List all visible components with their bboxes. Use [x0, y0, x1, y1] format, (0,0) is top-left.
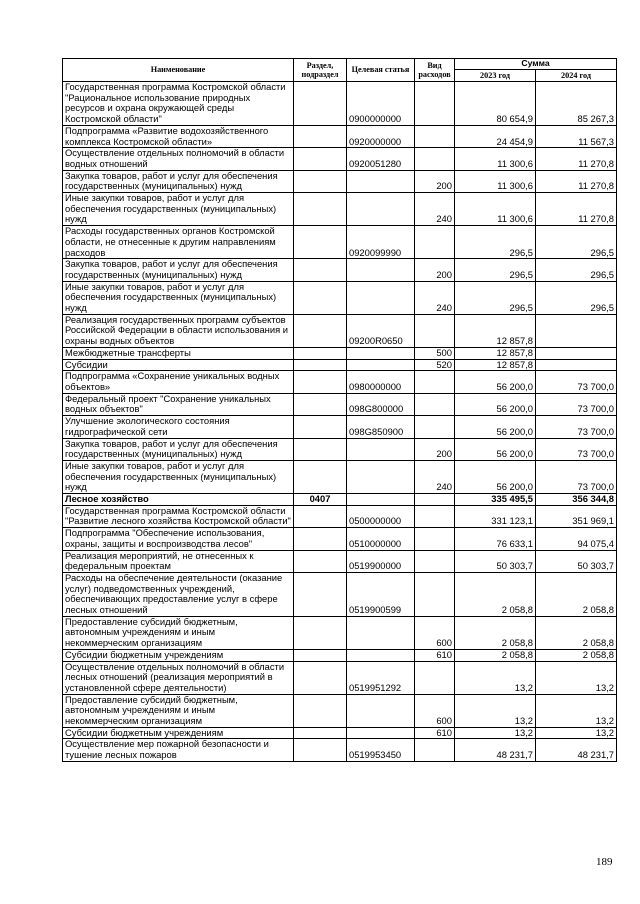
cell-target-code: 0500000000 — [347, 505, 415, 527]
cell-amount-2023: 11 300,6 — [455, 170, 536, 192]
cell-name: Расходы на обеспечение деятельности (оказание услуг) подведомственных учреждений, обеспечивающих предоставление услуг в сфере лесных отношений — [63, 572, 294, 616]
cell-target-code — [347, 694, 415, 727]
cell-section — [294, 393, 347, 415]
table-row — [63, 393, 617, 415]
cell-amount-2023: 56 200,0 — [455, 416, 536, 438]
cell-expense-type — [415, 550, 455, 572]
cell-section — [294, 528, 347, 550]
cell-section — [294, 347, 347, 359]
cell-section — [294, 739, 347, 761]
cell-target-code — [347, 259, 415, 281]
table-row — [63, 528, 617, 550]
cell-amount-2024: 11 270,8 — [536, 170, 617, 192]
cell-name: Субсидии — [63, 359, 294, 371]
cell-amount-2024: 351 969,1 — [536, 505, 617, 527]
cell-section — [294, 226, 347, 259]
cell-expense-type: 240 — [415, 193, 455, 226]
cell-amount-2023: 296,5 — [455, 259, 536, 281]
cell-expense-type: 500 — [415, 347, 455, 359]
cell-amount-2023: 56 200,0 — [455, 393, 536, 415]
cell-expense-type — [415, 528, 455, 550]
cell-name: Субсидии бюджетным учреждениям — [63, 727, 294, 739]
cell-expense-type — [415, 393, 455, 415]
cell-amount-2024: 296,5 — [536, 259, 617, 281]
cell-section — [294, 550, 347, 572]
cell-target-code — [347, 460, 415, 493]
cell-amount-2023: 12 857,8 — [455, 359, 536, 371]
cell-amount-2023: 24 454,9 — [455, 125, 536, 147]
cell-amount-2024: 48 231,7 — [536, 739, 617, 761]
cell-amount-2024: 13,2 — [536, 661, 617, 694]
table-row — [63, 550, 617, 572]
cell-section — [294, 505, 347, 527]
cell-section — [294, 438, 347, 460]
cell-target-code — [347, 727, 415, 739]
cell-target-code — [347, 170, 415, 192]
cell-name: Субсидии бюджетным учреждениям — [63, 649, 294, 661]
cell-section — [294, 371, 347, 393]
cell-section — [294, 259, 347, 281]
cell-section — [294, 416, 347, 438]
cell-amount-2023: 2 058,8 — [455, 616, 536, 649]
cell-name: Расходы государственных органов Костромской области, не отнесенные к другим направлениям расходов — [63, 226, 294, 259]
cell-target-code: 0900000000 — [347, 82, 415, 126]
cell-section — [294, 359, 347, 371]
table-row — [63, 359, 617, 371]
cell-target-code — [347, 494, 415, 506]
cell-name: Закупка товаров, работ и услуг для обеспечения государственных (муниципальных) нужд — [63, 438, 294, 460]
cell-amount-2024: 296,5 — [536, 281, 617, 314]
cell-section — [294, 125, 347, 147]
cell-amount-2024: 50 303,7 — [536, 550, 617, 572]
cell-amount-2023: 331 123,1 — [455, 505, 536, 527]
header-name: Наименование — [63, 59, 294, 82]
cell-amount-2024: 11 270,8 — [536, 148, 617, 170]
cell-amount-2023: 80 654,9 — [455, 82, 536, 126]
cell-name: Улучшение экологического состояния гидрографической сети — [63, 416, 294, 438]
cell-amount-2023: 335 495,5 — [455, 494, 536, 506]
table-row — [63, 649, 617, 661]
cell-amount-2023: 56 200,0 — [455, 371, 536, 393]
cell-amount-2023: 296,5 — [455, 226, 536, 259]
cell-expense-type — [415, 226, 455, 259]
table-row — [63, 125, 617, 147]
cell-section — [294, 649, 347, 661]
cell-target-code: 0519953450 — [347, 739, 415, 761]
cell-target-code — [347, 616, 415, 649]
cell-amount-2023: 12 857,8 — [455, 314, 536, 347]
cell-name: Государственная программа Костромской области "Рациональное использование природных ресурсов и охрана окружающей среды Костромской области" — [63, 82, 294, 126]
cell-target-code: 098G800000 — [347, 393, 415, 415]
cell-section: 0407 — [294, 494, 347, 506]
table-row — [63, 148, 617, 170]
table-row — [63, 226, 617, 259]
cell-amount-2023: 13,2 — [455, 694, 536, 727]
header-year-2024: 2024 год — [536, 70, 617, 82]
cell-expense-type — [415, 82, 455, 126]
table-row — [63, 371, 617, 393]
cell-target-code — [347, 649, 415, 661]
cell-name: Осуществление мер пожарной безопасности и тушение лесных пожаров — [63, 739, 294, 761]
cell-expense-type — [415, 739, 455, 761]
cell-expense-type: 600 — [415, 694, 455, 727]
cell-target-code: 098G850900 — [347, 416, 415, 438]
cell-expense-type — [415, 661, 455, 694]
cell-section — [294, 148, 347, 170]
cell-target-code: 0519900000 — [347, 550, 415, 572]
cell-amount-2024: 11 567,3 — [536, 125, 617, 147]
cell-target-code — [347, 281, 415, 314]
cell-target-code: 09200R0650 — [347, 314, 415, 347]
cell-name: Предоставление субсидий бюджетным, автономным учреждениям и иным некоммерческим организациям — [63, 616, 294, 649]
cell-amount-2024: 2 058,8 — [536, 572, 617, 616]
cell-amount-2024 — [536, 359, 617, 371]
cell-amount-2024: 356 344,8 — [536, 494, 617, 506]
page-number: 189 — [596, 856, 613, 868]
cell-target-code: 0510000000 — [347, 528, 415, 550]
table-row — [63, 193, 617, 226]
table-row — [63, 259, 617, 281]
cell-name: Подпрограмма "Обеспечение использования, охраны, защиты и воспроизводства лесов" — [63, 528, 294, 550]
cell-amount-2023: 50 303,7 — [455, 550, 536, 572]
cell-name: Федеральный проект "Сохранение уникальных водных объектов" — [63, 393, 294, 415]
table-header — [63, 59, 617, 82]
cell-expense-type: 600 — [415, 616, 455, 649]
cell-section — [294, 661, 347, 694]
cell-expense-type — [415, 371, 455, 393]
cell-expense-type — [415, 494, 455, 506]
cell-amount-2023: 56 200,0 — [455, 460, 536, 493]
cell-target-code — [347, 438, 415, 460]
cell-name: Подпрограмма «Развитие водохозяйственного комплекса Костромской области» — [63, 125, 294, 147]
cell-section — [294, 281, 347, 314]
cell-expense-type — [415, 125, 455, 147]
cell-amount-2024: 13,2 — [536, 694, 617, 727]
cell-amount-2023: 11 300,6 — [455, 193, 536, 226]
cell-section — [294, 314, 347, 347]
header-year-2023: 2023 год — [455, 70, 536, 82]
table-row — [63, 572, 617, 616]
cell-section — [294, 82, 347, 126]
cell-amount-2023: 13,2 — [455, 727, 536, 739]
cell-target-code — [347, 359, 415, 371]
cell-target-code: 0980000000 — [347, 371, 415, 393]
cell-amount-2024: 2 058,8 — [536, 649, 617, 661]
cell-amount-2024: 11 270,8 — [536, 193, 617, 226]
cell-expense-type: 610 — [415, 727, 455, 739]
cell-amount-2024 — [536, 347, 617, 359]
header-expense-type: Вид расходов — [415, 59, 455, 82]
table-row — [63, 739, 617, 761]
cell-name: Закупка товаров, работ и услуг для обеспечения государственных (муниципальных) нужд — [63, 259, 294, 281]
cell-name: Закупка товаров, работ и услуг для обеспечения государственных (муниципальных) нужд — [63, 170, 294, 192]
cell-name: Лесное хозяйство — [63, 494, 294, 506]
cell-name: Осуществление отдельных полномочий в области водных отношений — [63, 148, 294, 170]
cell-target-code: 0920051280 — [347, 148, 415, 170]
header-target: Целевая статья — [347, 59, 415, 82]
cell-amount-2023: 2 058,8 — [455, 649, 536, 661]
table-row — [63, 82, 617, 126]
cell-name: Государственная программа Костромской области "Развитие лесного хозяйства Костромской области" — [63, 505, 294, 527]
cell-amount-2024: 94 075,4 — [536, 528, 617, 550]
cell-amount-2023: 56 200,0 — [455, 438, 536, 460]
cell-section — [294, 460, 347, 493]
cell-section — [294, 193, 347, 226]
cell-name: Реализация мероприятий, не отнесенных к федеральным проектам — [63, 550, 294, 572]
cell-amount-2024: 73 700,0 — [536, 416, 617, 438]
table-row — [63, 347, 617, 359]
cell-amount-2023: 296,5 — [455, 281, 536, 314]
cell-amount-2024: 73 700,0 — [536, 393, 617, 415]
cell-section — [294, 727, 347, 739]
cell-name: Реализация государственных программ субъектов Российской Федерации в области использования и охраны водных объектов — [63, 314, 294, 347]
cell-expense-type — [415, 505, 455, 527]
table-row — [63, 494, 617, 506]
cell-amount-2024 — [536, 314, 617, 347]
cell-expense-type — [415, 148, 455, 170]
cell-amount-2024: 73 700,0 — [536, 371, 617, 393]
table-row — [63, 616, 617, 649]
cell-expense-type: 610 — [415, 649, 455, 661]
cell-expense-type: 520 — [415, 359, 455, 371]
cell-name: Осуществление отдельных полномочий в области лесных отношений (реализация мероприятий в установленной сфере деятельности) — [63, 661, 294, 694]
cell-section — [294, 572, 347, 616]
table-row — [63, 281, 617, 314]
table-row — [63, 694, 617, 727]
table-body — [63, 82, 617, 762]
cell-amount-2023: 2 058,8 — [455, 572, 536, 616]
cell-target-code: 0519900599 — [347, 572, 415, 616]
cell-expense-type: 200 — [415, 259, 455, 281]
cell-amount-2024: 296,5 — [536, 226, 617, 259]
header-section: Раздел, подраздел — [294, 59, 347, 82]
cell-name: Иные закупки товаров, работ и услуг для обеспечения государственных (муниципальных) нужд — [63, 460, 294, 493]
cell-amount-2023: 48 231,7 — [455, 739, 536, 761]
cell-section — [294, 694, 347, 727]
cell-expense-type: 200 — [415, 438, 455, 460]
cell-amount-2023: 76 633,1 — [455, 528, 536, 550]
cell-name: Межбюджетные трансферты — [63, 347, 294, 359]
cell-target-code: 0519951292 — [347, 661, 415, 694]
cell-amount-2024: 73 700,0 — [536, 460, 617, 493]
cell-amount-2024: 85 267,3 — [536, 82, 617, 126]
cell-expense-type: 240 — [415, 281, 455, 314]
cell-expense-type — [415, 314, 455, 347]
budget-table — [62, 58, 617, 762]
cell-expense-type: 240 — [415, 460, 455, 493]
cell-amount-2023: 12 857,8 — [455, 347, 536, 359]
cell-name: Иные закупки товаров, работ и услуг для обеспечения государственных (муниципальных) нужд — [63, 193, 294, 226]
cell-amount-2024: 13,2 — [536, 727, 617, 739]
cell-expense-type: 200 — [415, 170, 455, 192]
cell-name: Предоставление субсидий бюджетным, автономным учреждениям и иным некоммерческим организациям — [63, 694, 294, 727]
cell-expense-type — [415, 572, 455, 616]
table-row — [63, 460, 617, 493]
table-row — [63, 416, 617, 438]
cell-amount-2023: 11 300,6 — [455, 148, 536, 170]
cell-expense-type — [415, 416, 455, 438]
table-row — [63, 727, 617, 739]
cell-section — [294, 616, 347, 649]
cell-name: Иные закупки товаров, работ и услуг для обеспечения государственных (муниципальных) нужд — [63, 281, 294, 314]
header-sum: Сумма — [455, 59, 617, 70]
cell-target-code — [347, 347, 415, 359]
cell-name: Подпрограмма «Сохранение уникальных водных объектов» — [63, 371, 294, 393]
cell-target-code: 0920000000 — [347, 125, 415, 147]
table-row — [63, 170, 617, 192]
cell-amount-2024: 73 700,0 — [536, 438, 617, 460]
cell-amount-2024: 2 058,8 — [536, 616, 617, 649]
table-row — [63, 661, 617, 694]
cell-target-code: 0920099990 — [347, 226, 415, 259]
table-row — [63, 314, 617, 347]
table-row — [63, 438, 617, 460]
table-row — [63, 505, 617, 527]
cell-target-code — [347, 193, 415, 226]
cell-section — [294, 170, 347, 192]
cell-amount-2023: 13,2 — [455, 661, 536, 694]
